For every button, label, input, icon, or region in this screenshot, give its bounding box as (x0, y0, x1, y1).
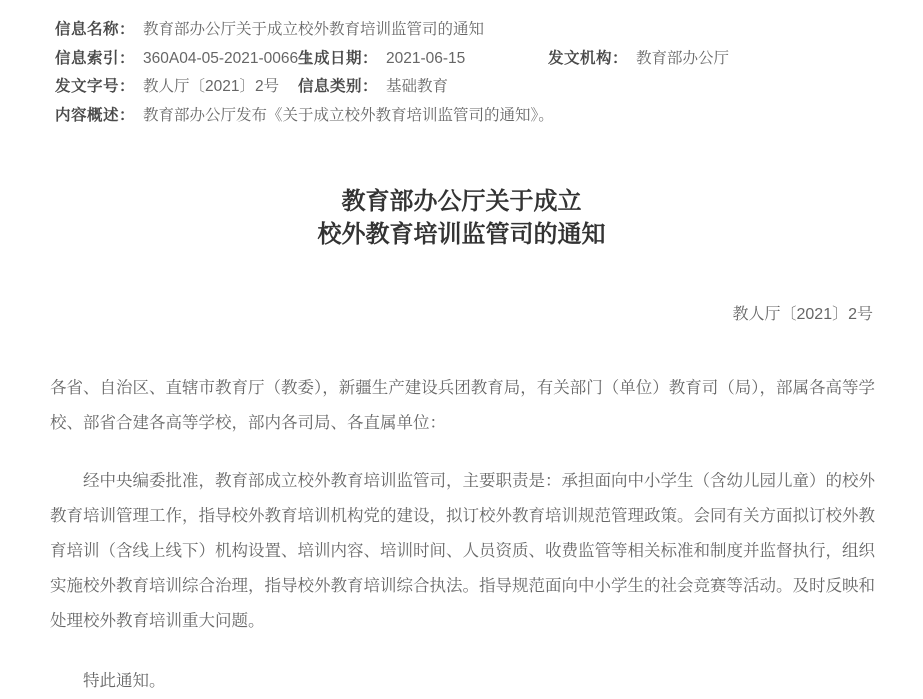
meta-row-name (55, 16, 903, 45)
body-paragraph: 经中央编委批准，教育部成立校外教育培训监管司，主要职责是：承担面向中小学生（含幼儿园儿童）的校外教育培训管理工作，指导校外教育培训机构党的建设，拟订校外教育培训规范管理政策。会同有关方面拟订校外教育培训（含线上线下）机构设置、培训内容、培训时间、人员资质、收费监管等相关标准和制度并监督执行，组织实施校外教育培训综合治理，指导校外教育培训综合执法。指导规范面向中小学生的社会竞赛等活动。及时反映和处理校外教育培训重大问题。 (50, 472, 875, 630)
meta-label-docnum: 发文字号： (55, 78, 136, 95)
closing-paragraph: 特此通知。 (83, 672, 166, 690)
meta-row-summary (55, 102, 903, 131)
document-title-line1: 教育部办公厅关于成立 (341, 188, 582, 215)
meta-value-docnum: 教人厅〔2021〕2号 (143, 78, 280, 95)
meta-cell-docnum (55, 73, 298, 102)
document-number: 教人厅〔2021〕2号 (732, 306, 873, 323)
meta-cell-date (298, 45, 548, 74)
document-title (50, 185, 873, 251)
meta-value-category: 基础教育 (386, 78, 449, 95)
meta-label-category: 信息类别： (298, 78, 379, 95)
meta-row-index-date-agency (55, 45, 903, 74)
meta-label-index: 信息索引： (55, 49, 136, 67)
meta-label-name: 信息名称： (55, 21, 136, 38)
addressee-paragraph: 各省、自治区、直辖市教育厅（教委），新疆生产建设兵团教育局，有关部门（单位）教育司（局），部属各高等学校、部省合建各高等学校，部内各司局、各直属单位： (50, 379, 875, 432)
meta-row-docnum-category (55, 73, 903, 102)
meta-value-name: 教育部办公厅关于成立校外教育培训监管司的通知 (143, 21, 485, 38)
document-title-line2: 校外教育培训监管司的通知 (317, 221, 606, 248)
document-meta-table (0, 0, 923, 130)
meta-cell-agency (548, 45, 729, 74)
meta-label-summary: 内容概述： (55, 106, 136, 124)
meta-cell-category (298, 73, 448, 102)
meta-value-agency: 教育部办公厅 (636, 49, 730, 67)
meta-value-index: 360A04-05-2021-0066-1 (143, 49, 312, 67)
document-body (0, 371, 923, 699)
meta-value-summary: 教育部办公厅发布《关于成立校外教育培训监管司的通知》。 (143, 106, 554, 124)
meta-label-agency: 发文机构： (548, 49, 629, 67)
meta-value-date: 2021-06-15 (386, 49, 466, 67)
meta-label-date: 生成日期： (298, 49, 379, 67)
meta-cell-index (55, 45, 312, 74)
